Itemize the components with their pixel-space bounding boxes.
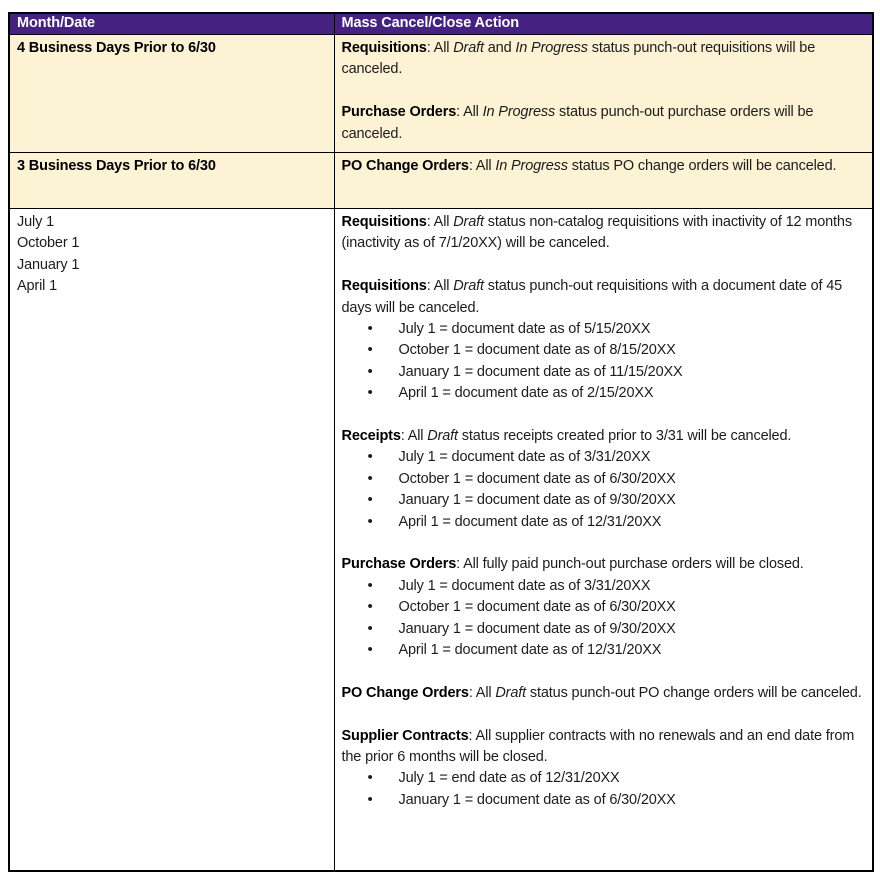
table-body xyxy=(9,35,873,871)
paragraph-spacer xyxy=(342,533,865,554)
bullet-list xyxy=(342,319,865,405)
action-paragraph xyxy=(342,38,865,81)
bullet-item: • October 1 = document date as of 6/30/20XX xyxy=(399,469,865,490)
bold-run: Requisitions xyxy=(341,40,427,56)
bullet-item: • July 1 = end date as of 12/31/20XX xyxy=(399,768,865,789)
table-header xyxy=(9,13,873,35)
action-paragraph xyxy=(342,212,865,255)
bullet-list xyxy=(342,576,865,662)
header-row xyxy=(9,13,873,35)
bullet-item: • April 1 = document date as of 12/31/20XX xyxy=(399,640,865,661)
table-row xyxy=(9,209,873,871)
action-paragraph xyxy=(342,683,865,704)
table-row xyxy=(9,35,873,153)
date-line: 4 Business Days Prior to 6/30 xyxy=(17,40,216,56)
date-line: April 1 xyxy=(17,278,58,295)
text-run: : All xyxy=(426,278,454,295)
paragraph-spacer xyxy=(342,661,865,682)
bullet-item: • July 1 = document date as of 3/31/20XX xyxy=(399,576,865,597)
month-date-cell xyxy=(9,35,334,153)
bullet-item: • January 1 = document date as of 6/30/20XX xyxy=(399,790,865,811)
text-run: : All xyxy=(426,40,454,56)
mass-cancel-schedule-table xyxy=(8,12,874,872)
paragraph-spacer xyxy=(342,405,865,426)
text-run: : All supplier contracts with no renewals and an end date from the prior 6 months will be closed. xyxy=(341,727,855,766)
bullet-item: • April 1 = document date as of 12/31/20XX xyxy=(399,512,865,533)
italic-run: Draft xyxy=(453,278,484,295)
text-run: status receipts created prior to 3/31 will be canceled. xyxy=(457,428,792,445)
italic-run: Draft xyxy=(495,684,527,701)
bullet-item: • July 1 = document date as of 3/31/20XX xyxy=(399,447,865,468)
bullet-list xyxy=(342,447,865,533)
text-run: and xyxy=(483,40,516,56)
action-cell xyxy=(334,35,873,153)
action-paragraph xyxy=(342,102,865,145)
text-run: : All xyxy=(468,684,496,701)
bold-run: Requisitions xyxy=(341,278,427,295)
month-date-cell xyxy=(9,153,334,209)
bold-run: Requisitions xyxy=(341,214,427,230)
text-run: status PO change orders will be canceled. xyxy=(567,158,837,174)
italic-run: In Progress xyxy=(495,158,568,174)
date-line: October 1 xyxy=(17,235,80,252)
column-header-action: Mass Cancel/Close Action xyxy=(334,13,873,35)
action-cell xyxy=(334,209,873,871)
paragraph-spacer xyxy=(342,704,865,725)
bullet-item: • January 1 = document date as of 11/15/20XX xyxy=(399,362,865,383)
text-run: status non-catalog requisitions with inactivity of 12 months (inactivity as of 7/1/20XX) will be canceled. xyxy=(341,214,852,252)
text-run: : All xyxy=(456,104,483,121)
action-cell xyxy=(334,153,873,209)
action-paragraph xyxy=(342,726,865,769)
bullet-item: • April 1 = document date as of 2/15/20XX xyxy=(399,383,865,404)
text-run: : All xyxy=(400,428,428,445)
action-paragraph xyxy=(342,276,865,319)
text-run: : All xyxy=(468,158,496,174)
action-paragraph xyxy=(342,426,865,447)
column-header-month-date: Month/Date xyxy=(9,13,334,35)
action-paragraph xyxy=(342,156,865,177)
text-run: status punch-out requisitions with a document date of 45 days will be canceled. xyxy=(341,278,843,316)
month-date-cell xyxy=(9,209,334,871)
date-line: January 1 xyxy=(17,256,80,273)
italic-run: In Progress xyxy=(482,104,556,121)
action-paragraph xyxy=(342,554,865,575)
bold-run: Purchase Orders xyxy=(341,104,457,121)
italic-run: Draft xyxy=(427,428,458,445)
bold-run: Receipts xyxy=(341,428,401,445)
text-run: status punch-out purchase orders will be canceled. xyxy=(341,104,814,142)
paragraph-spacer xyxy=(342,255,865,276)
text-run: : All fully paid punch-out purchase orders will be closed. xyxy=(456,556,804,573)
bullet-item: • October 1 = document date as of 8/15/20XX xyxy=(399,340,865,361)
bullet-item: • January 1 = document date as of 9/30/20XX xyxy=(399,619,865,640)
text-run: status punch-out requisitions will be canceled. xyxy=(341,40,816,78)
bold-run: PO Change Orders xyxy=(341,684,469,701)
italic-run: Draft xyxy=(453,214,484,230)
text-run: : All xyxy=(426,214,454,230)
paragraph-spacer xyxy=(342,81,865,102)
italic-run: Draft xyxy=(453,40,484,56)
bullet-list xyxy=(342,768,865,811)
bold-run: Purchase Orders xyxy=(341,556,457,573)
bullet-item: • July 1 = document date as of 5/15/20XX xyxy=(399,319,865,340)
text-run: status punch-out PO change orders will be canceled. xyxy=(526,684,862,701)
italic-run: In Progress xyxy=(515,40,588,56)
date-line: July 1 xyxy=(17,214,54,230)
bullet-item: • October 1 = document date as of 6/30/20XX xyxy=(399,597,865,618)
bold-run: Supplier Contracts xyxy=(341,727,469,744)
bullet-item: • January 1 = document date as of 9/30/20XX xyxy=(399,490,865,511)
date-line: 3 Business Days Prior to 6/30 xyxy=(17,158,216,174)
table-row xyxy=(9,153,873,209)
bold-run: PO Change Orders xyxy=(341,158,469,174)
